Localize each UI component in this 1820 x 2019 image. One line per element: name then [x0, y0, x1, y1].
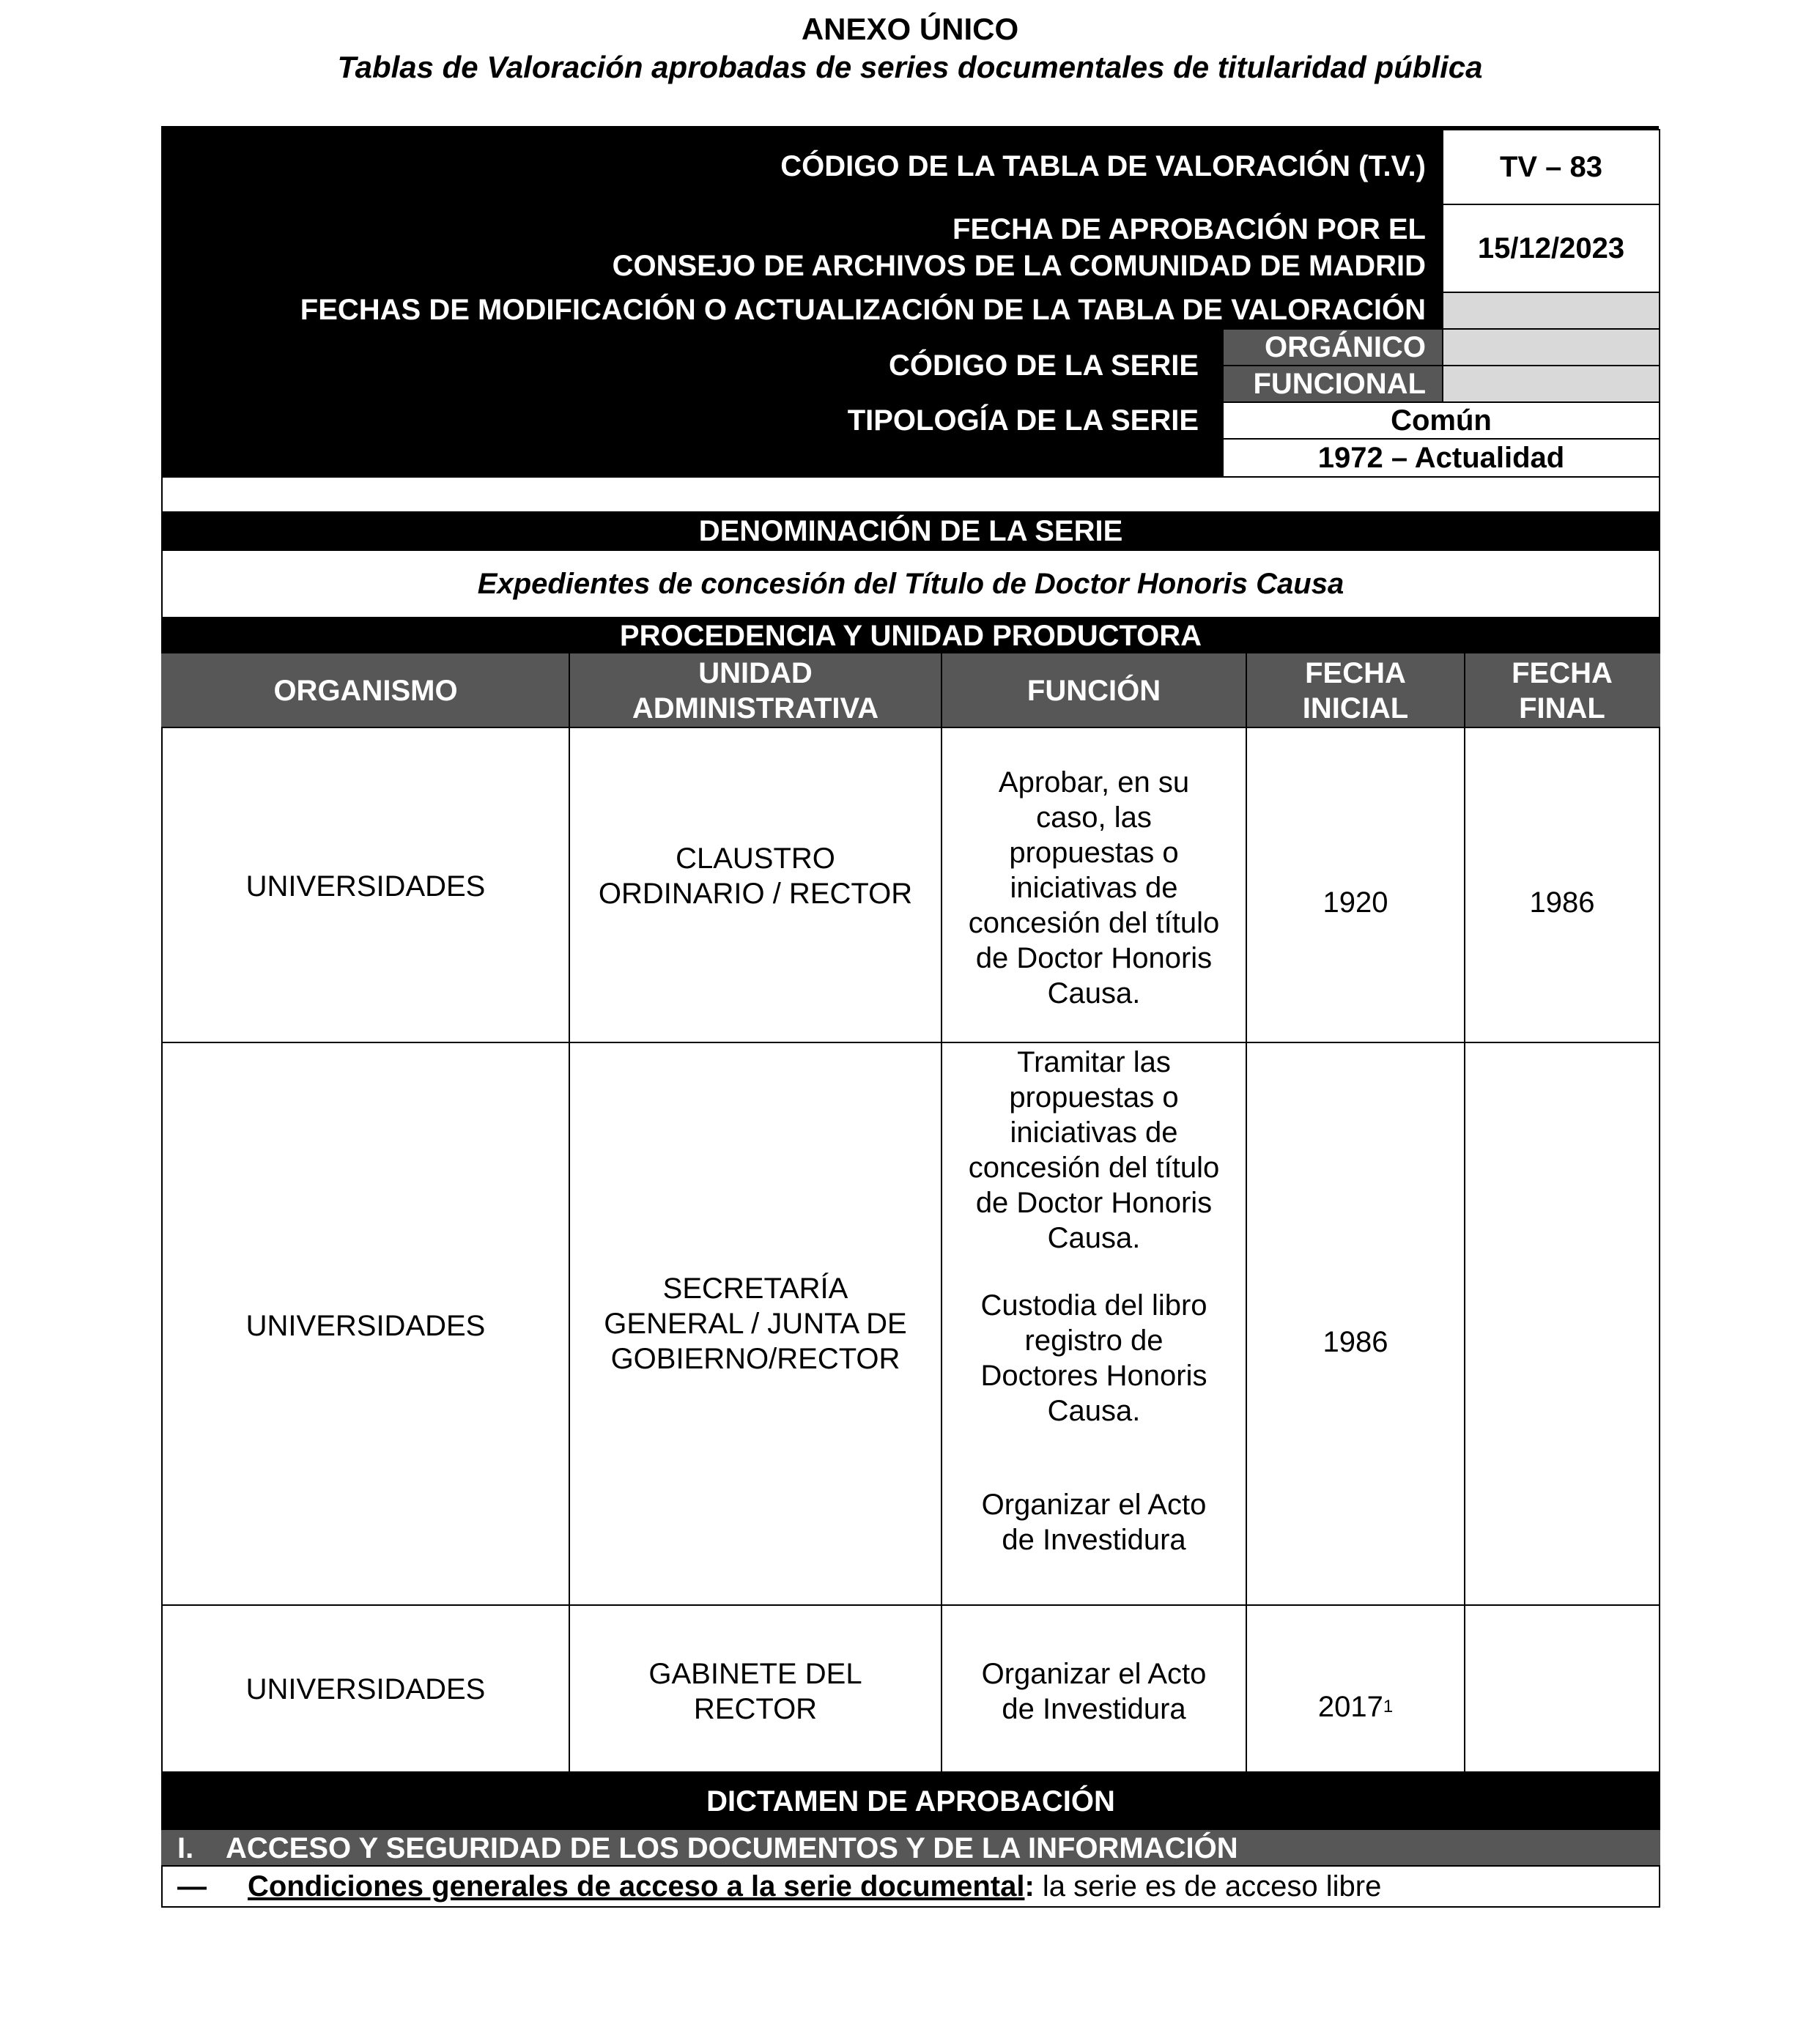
table-row-3-fecha-inicial: 2017 1	[1317, 1691, 1394, 1723]
fecha-inicial-value: 2017	[1317, 1691, 1383, 1723]
access-conditions-label: Condiciones generales de acceso a la serie documental	[248, 1870, 1025, 1903]
organic-value	[1442, 328, 1660, 366]
series-name-heading: DENOMINACIÓN DE LA SERIE	[161, 511, 1660, 551]
funcion-line: concesión del título	[968, 1152, 1220, 1184]
funcion-line: Organizar el Acto	[981, 1489, 1207, 1521]
table-row-1-organismo: UNIVERSIDADES	[245, 870, 486, 903]
organic-label: ORGÁNICO	[1222, 328, 1443, 366]
annex-subtitle: Tablas de Valoración aprobadas de series documentales de titularidad pública	[337, 50, 1483, 84]
approval-label-line2: CONSEJO DE ARCHIVOS DE LA COMUNIDAD DE MADRID	[612, 250, 1426, 282]
row-2-funcion-tramitar	[942, 1045, 1246, 1256]
row-1-unidad-line1: CLAUSTRO	[676, 842, 835, 875]
table-row-1-fecha-final: 1986	[1529, 886, 1595, 919]
approval-label-line1: FECHA DE APROBACIÓN POR EL	[952, 213, 1426, 245]
row-1-funcion-line: iniciativas de	[1010, 872, 1178, 904]
dictamen-heading: DICTAMEN DE APROBACIÓN	[161, 1771, 1660, 1831]
row-2-funcion-custodia	[942, 1288, 1246, 1429]
row-2-funcion-organizar	[942, 1487, 1246, 1557]
col-organismo: ORGANISMO	[273, 675, 458, 707]
series-name: Expedientes de concesión del Título de Doctor Honoris Causa	[161, 549, 1660, 618]
row-1-unidad-line2: ORDINARIO / RECTOR	[598, 878, 913, 910]
row-divider	[161, 727, 1660, 728]
col-fecha-inicial	[1247, 653, 1464, 728]
row-3-funcion-line: de Investidura	[1002, 1693, 1186, 1725]
typology-value: Común	[1222, 401, 1660, 440]
series-code-label: CÓDIGO DE LA SERIE	[888, 349, 1199, 382]
typology-label: TIPOLOGÍA DE LA SERIE	[847, 404, 1199, 437]
row-1-funcion-line: de Doctor Honoris	[975, 942, 1213, 974]
approval-date-value: 15/12/2023	[1442, 204, 1660, 293]
table-row-2-fecha-final	[1465, 1313, 1659, 1371]
funcion-line: Tramitar las	[1017, 1046, 1171, 1078]
spacer-row	[161, 476, 1660, 513]
modification-dates-label: FECHAS DE MODIFICACIÓN O ACTUALIZACIÓN DE LA TABLA DE VALORACIÓN	[300, 294, 1426, 326]
access-conditions-row	[161, 1865, 1660, 1908]
access-colon: :	[1024, 1870, 1035, 1903]
table-row-2-organismo: UNIVERSIDADES	[245, 1310, 486, 1342]
row-1-funcion-line: concesión del título	[968, 907, 1220, 939]
section-access-security	[161, 1830, 1660, 1867]
funcion-line: registro de	[1024, 1325, 1164, 1357]
col-fecha-final	[1465, 653, 1659, 728]
approval-date-label	[161, 205, 1443, 290]
col-fecha-inicial-line1: FECHA	[1305, 657, 1406, 689]
funcion-line: Causa.	[1047, 1395, 1141, 1427]
table-row-2-fecha-inicial: 1986	[1323, 1326, 1388, 1358]
row-1-funcion-line: Aprobar, en su	[998, 766, 1190, 799]
row-1-funcion-line: caso, las	[1036, 801, 1152, 834]
row-2-unidad-line3: GOBIERNO/RECTOR	[610, 1343, 900, 1375]
col-unidad-line2: ADMINISTRATIVA	[632, 692, 879, 725]
table-row-3-funcion	[942, 1651, 1246, 1732]
row-2-unidad-line1: SECRETARÍA	[662, 1272, 848, 1305]
row-3-unidad-line2: RECTOR	[693, 1693, 818, 1725]
col-fecha-inicial-line2: INICIAL	[1302, 692, 1409, 725]
row-1-funcion-line: propuestas o	[1009, 837, 1179, 869]
modification-dates-value	[1442, 292, 1660, 330]
row-2-unidad-line2: GENERAL / JUNTA DE	[604, 1308, 907, 1340]
col-fecha-final-line1: FECHA	[1512, 657, 1613, 689]
date-range-value: 1972 – Actualidad	[1222, 438, 1660, 478]
table-row-1-funcion	[942, 765, 1246, 1011]
col-unidad-line1: UNIDAD	[698, 657, 813, 689]
funcion-line: iniciativas de	[1010, 1116, 1178, 1149]
row-divider	[161, 1042, 1660, 1043]
section-number: I.	[177, 1831, 194, 1864]
col-unidad-administrativa	[570, 653, 941, 728]
row-divider	[161, 1604, 1660, 1606]
table-row-3-organismo: UNIVERSIDADES	[245, 1673, 486, 1705]
access-conditions-text: la serie es de acceso libre	[1034, 1870, 1382, 1903]
tv-code-label: CÓDIGO DE LA TABLA DE VALORACIÓN (T.V.)	[780, 150, 1426, 182]
section-title: ACCESO Y SEGURIDAD DE LOS DOCUMENTOS Y DE LA INFORMACIÓN	[226, 1831, 1238, 1864]
row-1-funcion-line: Causa.	[1047, 977, 1141, 1010]
annex-title: ANEXO ÚNICO	[801, 12, 1019, 46]
funcion-line: de Investidura	[1002, 1524, 1186, 1556]
table-row-2-unidad	[570, 1269, 941, 1379]
funcion-line: propuestas o	[1009, 1081, 1179, 1114]
bullet-dash: —	[177, 1870, 207, 1903]
funcion-line: Doctores Honoris	[980, 1360, 1207, 1392]
table-row-1-unidad	[570, 832, 941, 920]
table-row-2-funcion	[942, 1045, 1246, 1557]
functional-label: FUNCIONAL	[1222, 365, 1443, 403]
funcion-line: Causa.	[1047, 1222, 1141, 1254]
table-row-1-fecha-inicial: 1920	[1323, 886, 1388, 919]
tv-code-value: TV – 83	[1442, 129, 1660, 205]
row-3-funcion-line: Organizar el Acto	[981, 1658, 1207, 1690]
col-fecha-final-line2: FINAL	[1519, 692, 1605, 725]
table-row-3-fecha-final	[1465, 1678, 1659, 1736]
row-3-unidad-line1: GABINETE DEL	[648, 1658, 862, 1690]
col-funcion: FUNCIÓN	[1026, 675, 1161, 707]
provenance-heading: PROCEDENCIA Y UNIDAD PRODUCTORA	[161, 617, 1660, 655]
funcion-line: Custodia del libro	[980, 1289, 1207, 1322]
funcion-line: de Doctor Honoris	[975, 1187, 1213, 1219]
functional-value	[1442, 365, 1660, 403]
table-row-3-unidad	[570, 1651, 941, 1732]
